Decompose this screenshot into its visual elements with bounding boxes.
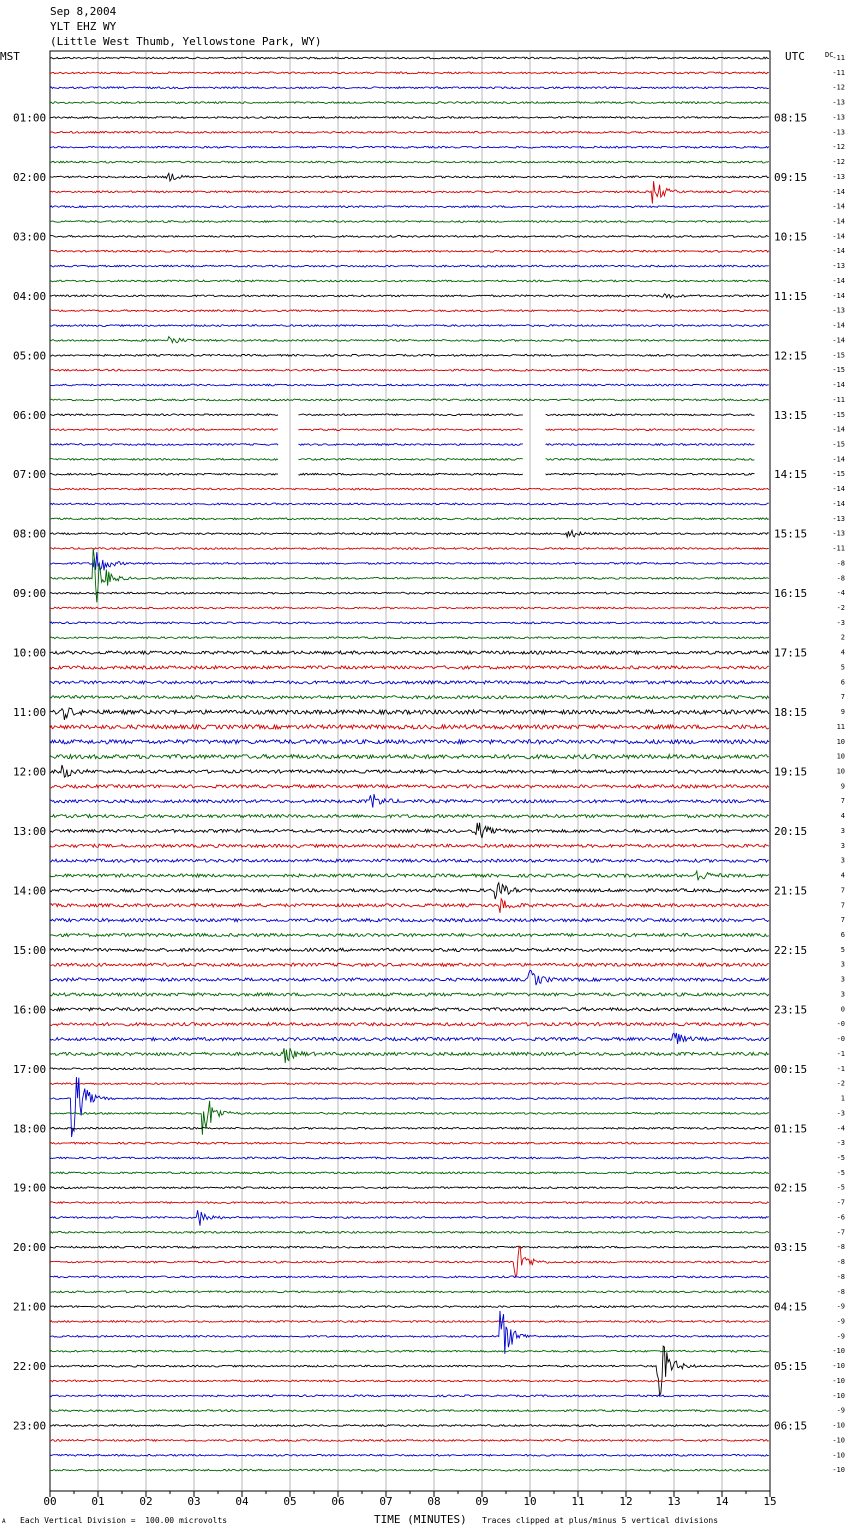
seismic-trace-line — [50, 181, 769, 203]
seismic-trace-line — [50, 963, 769, 966]
dc-offset-label: -10 — [832, 1451, 845, 1460]
date-label: Sep 8,2004 — [50, 5, 117, 18]
seismic-trace-line — [50, 72, 769, 74]
dc-offset-label: -15 — [832, 351, 845, 360]
dc-offset-label: -10 — [832, 1347, 845, 1356]
dc-offset-label: -15 — [832, 366, 845, 375]
dc-offset-label: -14 — [832, 187, 845, 196]
utc-hour-label: 19:15 — [774, 765, 808, 779]
dc-offset-label: 10 — [836, 767, 845, 776]
mst-hour-label: 17:00 — [13, 1062, 47, 1076]
seismic-trace-line — [50, 1425, 769, 1427]
seismic-trace-line — [50, 1291, 769, 1293]
x-tick-label: 00 — [43, 1495, 57, 1508]
dc-offset-label: -14 — [832, 247, 845, 256]
utc-hour-label: 20:15 — [774, 824, 808, 838]
x-axis-label: TIME (MINUTES) — [374, 1513, 467, 1526]
seismic-trace-line — [50, 1231, 769, 1233]
dc-offset-label: -9 — [836, 1332, 845, 1341]
mst-hour-label: 11:00 — [13, 706, 47, 720]
dc-offset-label: -5 — [836, 1168, 845, 1177]
seismic-trace-line — [50, 794, 769, 808]
seismic-trace-line — [50, 429, 754, 431]
dc-offset-label: -10 — [832, 1421, 845, 1430]
seismic-trace-line — [50, 1276, 769, 1278]
seismic-trace-line — [50, 815, 769, 818]
seismic-trace-line — [50, 1023, 769, 1026]
mst-hour-label: 22:00 — [13, 1360, 47, 1374]
utc-hour-label: 22:15 — [774, 943, 808, 957]
location-label: (Little West Thumb, Yellowstone Park, WY) — [50, 35, 322, 48]
seismic-trace-line — [50, 1202, 769, 1204]
dc-offset-label: -13 — [832, 172, 845, 181]
utc-hour-label: 09:15 — [774, 170, 808, 184]
dc-offset-label: -13 — [832, 514, 845, 523]
dc-offset-label: -7 — [836, 1228, 845, 1237]
seismic-trace-line — [50, 369, 769, 371]
dc-offset-label: -0 — [836, 1035, 845, 1044]
utc-hour-label: 04:15 — [774, 1300, 808, 1314]
dc-offset-label: -14 — [832, 485, 845, 494]
seismic-trace-line — [50, 236, 769, 238]
seismic-trace-line — [50, 607, 769, 609]
utc-hour-label: 14:15 — [774, 468, 808, 482]
seismic-trace-line — [50, 444, 754, 446]
dc-offset-label: -14 — [832, 202, 845, 211]
seismic-trace-line — [50, 871, 769, 880]
dc-offset-label: -13 — [832, 113, 845, 122]
dc-offset-label: -14 — [832, 321, 845, 330]
dc-offset-label: -8 — [836, 1243, 845, 1252]
seismic-trace-line — [50, 1008, 769, 1011]
seismic-trace-line — [50, 1172, 769, 1174]
seismic-trace-line — [50, 933, 769, 936]
mst-hour-label: 19:00 — [13, 1181, 47, 1195]
seismic-trace-line — [50, 622, 769, 624]
x-tick-label: 12 — [619, 1495, 633, 1508]
seismic-trace-line — [50, 1306, 769, 1308]
utc-hour-label: 12:15 — [774, 349, 808, 363]
dc-offset-label: 4 — [840, 648, 845, 657]
seismic-trace-line — [50, 310, 769, 312]
utc-hour-label: 05:15 — [774, 1360, 808, 1374]
dc-offset-label: 10 — [836, 752, 845, 761]
seismic-trace-line — [50, 102, 769, 104]
seismic-trace-line — [50, 473, 754, 475]
seismic-trace-line — [50, 1440, 769, 1442]
dc-offset-label: 1 — [840, 1094, 845, 1103]
dc-offset-label: -3 — [836, 618, 845, 627]
dc-offset-label: 7 — [840, 916, 845, 925]
dc-offset-label: 6 — [840, 931, 845, 940]
dc-offset-label: -12 — [832, 83, 845, 92]
seismic-trace-line — [50, 883, 769, 899]
seismic-trace-line — [50, 1395, 769, 1397]
x-tick-label: 11 — [571, 1495, 585, 1508]
mst-hour-label: 03:00 — [13, 230, 47, 244]
seismic-trace-line — [50, 637, 769, 639]
dc-offset-label: -8 — [836, 1258, 845, 1267]
x-tick-label: 04 — [235, 1495, 249, 1508]
mst-hour-label: 12:00 — [13, 765, 47, 779]
seismic-trace-line — [50, 1469, 769, 1471]
dc-offset-label: -2 — [836, 603, 845, 612]
utc-hour-label: 02:15 — [774, 1181, 808, 1195]
dc-offset-label: 7 — [840, 797, 845, 806]
seismic-trace-line — [50, 548, 769, 602]
dc-offset-label: -8 — [836, 559, 845, 568]
seismic-trace-line — [50, 1187, 769, 1189]
dc-offset-label: -13 — [832, 306, 845, 315]
seismic-trace-line — [50, 1380, 769, 1382]
clip-note: Traces clipped at plus/minus 5 vertical divisions — [482, 1516, 719, 1525]
dc-offset-label: -10 — [832, 1391, 845, 1400]
utc-hour-label: 23:15 — [774, 1003, 808, 1017]
seismic-trace-line — [50, 1246, 769, 1248]
dc-offset-label: 3 — [840, 856, 845, 865]
seismic-trace-line — [50, 414, 754, 416]
seismic-trace-line — [50, 1321, 769, 1323]
mst-hour-label: 13:00 — [13, 824, 47, 838]
seismic-trace-line — [50, 970, 769, 985]
seismic-trace-line — [50, 57, 769, 59]
utc-hour-label: 06:15 — [774, 1419, 808, 1433]
utc-hour-label: 17:15 — [774, 646, 808, 660]
dc-offset-label: -4 — [836, 1124, 845, 1133]
utc-hour-label: 10:15 — [774, 230, 808, 244]
dc-offset-label: -14 — [832, 232, 845, 241]
seismic-trace-line — [50, 250, 769, 252]
dc-offset-label: -9 — [836, 1302, 845, 1311]
seismic-trace-line — [50, 1410, 769, 1412]
station-label: YLT EHZ WY — [50, 20, 117, 33]
x-tick-label: 06 — [331, 1495, 345, 1508]
dc-offset-label: -10 — [832, 1362, 845, 1371]
seismic-trace-line — [50, 592, 769, 594]
x-tick-label: 05 — [283, 1495, 297, 1508]
dc-offset-label: -13 — [832, 529, 845, 538]
dc-offset-label: -15 — [832, 410, 845, 419]
dc-offset-label: 7 — [840, 886, 845, 895]
x-tick-label: 02 — [139, 1495, 153, 1508]
seismic-trace-line — [50, 993, 769, 996]
dc-offset-label: -10 — [832, 1436, 845, 1445]
seismic-trace-line — [50, 173, 769, 181]
mst-hour-label: 23:00 — [13, 1419, 47, 1433]
x-tick-label: 13 — [667, 1495, 681, 1508]
dc-offset-label: -12 — [832, 143, 845, 152]
seismic-trace-line — [50, 1142, 769, 1144]
x-tick-label: 10 — [523, 1495, 537, 1508]
seismic-trace-line — [50, 1101, 769, 1135]
dc-offset-label: -14 — [832, 425, 845, 434]
utc-hour-label: 16:15 — [774, 587, 808, 601]
seismic-trace-line — [50, 1048, 769, 1063]
mst-hour-label: 01:00 — [13, 111, 47, 125]
mst-hour-label: 20:00 — [13, 1241, 47, 1255]
mst-hour-label: 15:00 — [13, 943, 47, 957]
seismic-trace-line — [50, 399, 769, 401]
seismic-trace-line — [50, 87, 769, 89]
dc-offset-label: -3 — [836, 1139, 845, 1148]
dc-offset-label: -11 — [832, 68, 845, 77]
dc-offset-label: -6 — [836, 1213, 845, 1222]
seismic-trace-line — [50, 503, 769, 505]
seismic-trace-line — [50, 518, 769, 520]
dc-offset-label: -9 — [836, 1317, 845, 1326]
dc-offset-label: -11 — [832, 395, 845, 404]
dc-offset-label: -14 — [832, 381, 845, 390]
seismic-trace-line — [50, 1346, 769, 1395]
dc-offset-label: 3 — [840, 975, 845, 984]
mst-hour-label: 08:00 — [13, 527, 47, 541]
seismic-trace-line — [50, 765, 769, 777]
seismic-trace-line — [50, 117, 769, 119]
dc-offset-label: -5 — [836, 1153, 845, 1162]
mst-hour-label: 06:00 — [13, 408, 47, 422]
seismic-trace-line — [50, 354, 769, 356]
x-tick-label: 03 — [187, 1495, 201, 1508]
seismic-trace-line — [50, 325, 769, 327]
seismic-trace-line — [50, 1083, 769, 1085]
seismic-trace-line — [50, 899, 769, 913]
mst-hour-label: 07:00 — [13, 468, 47, 482]
dc-offset-label: -10 — [832, 1466, 845, 1475]
dc-offset-label: -9 — [836, 1406, 845, 1415]
seismic-trace-line — [50, 1246, 769, 1277]
dc-offset-label: -8 — [836, 1287, 845, 1296]
x-tick-label: 09 — [475, 1495, 489, 1508]
dc-offset-label: -2 — [836, 1079, 845, 1088]
dc-offset-label: 3 — [840, 826, 845, 835]
utc-hour-label: 18:15 — [774, 706, 808, 720]
seismic-trace-line — [50, 919, 769, 922]
seismic-trace-line — [50, 725, 769, 729]
mst-axis-label: MST — [0, 50, 20, 63]
seismic-trace-line — [50, 1210, 769, 1226]
dc-offset-label: -1 — [836, 1049, 845, 1058]
utc-hour-label: 08:15 — [774, 111, 808, 125]
dc-offset-label: 3 — [840, 960, 845, 969]
seismic-trace-line — [50, 859, 769, 862]
mst-hour-label: 18:00 — [13, 1122, 47, 1136]
mst-hour-label: 10:00 — [13, 646, 47, 660]
seismic-trace-line — [50, 146, 769, 148]
dc-offset-label: -15 — [832, 470, 845, 479]
corner-mark: A — [2, 1518, 6, 1525]
mst-hour-label: 21:00 — [13, 1300, 47, 1314]
dc-offset-label: -13 — [832, 262, 845, 271]
seismic-trace-line — [50, 548, 769, 550]
x-tick-label: 07 — [379, 1495, 393, 1508]
utc-hour-label: 00:15 — [774, 1062, 808, 1076]
dc-offset-label: -14 — [832, 217, 845, 226]
dc-offset-label: -14 — [832, 455, 845, 464]
seismic-trace-line — [50, 708, 769, 720]
utc-hour-label: 11:15 — [774, 289, 808, 303]
utc-hour-label: 13:15 — [774, 408, 808, 422]
x-tick-label: 08 — [427, 1495, 441, 1508]
dc-offset-label: -13 — [832, 128, 845, 137]
dc-offset-label: 9 — [840, 782, 845, 791]
dc-offset-label: 5 — [840, 663, 845, 672]
dc-offset-label: 10 — [836, 737, 845, 746]
seismic-trace-line — [50, 337, 769, 343]
utc-axis-label: UTC — [785, 50, 805, 63]
mst-hour-label: 02:00 — [13, 170, 47, 184]
seismic-trace-line — [50, 221, 769, 223]
dc-offset-label: 6 — [840, 678, 845, 687]
dc-offset-label: -15 — [832, 440, 845, 449]
seismic-trace-line — [50, 1127, 769, 1129]
seismic-trace-line — [50, 740, 769, 744]
dc-offset-label: -1 — [836, 1064, 845, 1073]
seismic-trace-line — [50, 488, 769, 490]
seismic-trace-line — [50, 651, 769, 654]
dc-offset-label: 7 — [840, 693, 845, 702]
seismic-trace-line — [50, 384, 769, 386]
utc-hour-label: 01:15 — [774, 1122, 808, 1136]
utc-hour-label: 21:15 — [774, 884, 808, 898]
dc-offset-label: -13 — [832, 98, 845, 107]
dc-offset-label: -14 — [832, 276, 845, 285]
seismic-trace-line — [50, 785, 769, 788]
dc-offset-label: -8 — [836, 1272, 845, 1281]
seismic-trace-line — [50, 1311, 769, 1354]
dc-offset-label: -3 — [836, 1109, 845, 1118]
dc-offset-label: -8 — [836, 574, 845, 583]
seismic-trace-line — [50, 131, 769, 133]
seismic-trace-line — [50, 1157, 769, 1159]
dc-offset-label: 5 — [840, 945, 845, 954]
dc-offset-label: -14 — [832, 336, 845, 345]
x-tick-label: 14 — [715, 1495, 729, 1508]
seismic-trace-line — [50, 294, 769, 298]
dc-offset-label: -10 — [832, 1376, 845, 1385]
seismic-trace-line — [50, 206, 769, 208]
scale-note: Each Vertical Division = 100.00 microvolts — [20, 1516, 228, 1525]
dc-offset-label: 4 — [840, 812, 845, 821]
seismic-trace-line — [50, 1033, 769, 1044]
dc-offset-label: -5 — [836, 1183, 845, 1192]
seismic-trace-line — [50, 823, 769, 838]
dc-offset-label: -0 — [836, 1020, 845, 1029]
dc-offset-label: -7 — [836, 1198, 845, 1207]
dc-offset-label: 7 — [840, 901, 845, 910]
seismic-trace-line — [50, 265, 769, 267]
seismic-trace-line — [50, 531, 769, 538]
seismic-trace-line — [50, 1454, 769, 1456]
dc-offset-label: 3 — [840, 841, 845, 850]
dc-offset-label: 9 — [840, 708, 845, 717]
dc-label: DC — [825, 51, 834, 59]
mst-hour-label: 04:00 — [13, 289, 47, 303]
x-tick-label: 15 — [763, 1495, 777, 1508]
dc-offset-label: 2 — [840, 633, 845, 642]
dc-offset-label: 4 — [840, 871, 845, 880]
dc-offset-label: -11 — [832, 54, 845, 62]
dc-offset-label: 11 — [836, 722, 845, 731]
seismic-trace-line — [50, 280, 769, 282]
mst-hour-label: 14:00 — [13, 884, 47, 898]
utc-hour-label: 15:15 — [774, 527, 808, 541]
seismic-trace-line — [50, 666, 769, 669]
seismic-trace-line — [50, 755, 769, 759]
utc-hour-label: 03:15 — [774, 1241, 808, 1255]
mst-hour-label: 05:00 — [13, 349, 47, 363]
seismic-trace-line — [50, 844, 769, 847]
seismic-trace-line — [50, 1350, 769, 1352]
x-tick-label: 01 — [91, 1495, 105, 1508]
seismic-trace-line — [50, 948, 769, 951]
seismic-trace-line — [50, 696, 769, 699]
dc-offset-label: 3 — [840, 990, 845, 999]
seismic-trace-line — [50, 161, 769, 163]
dc-offset-label: -14 — [832, 291, 845, 300]
seismic-trace-line — [50, 681, 769, 684]
dc-offset-label: -12 — [832, 158, 845, 167]
dc-offset-label: -4 — [836, 589, 845, 598]
mst-hour-label: 16:00 — [13, 1003, 47, 1017]
seismic-trace-line — [50, 552, 769, 570]
seismic-trace-line — [50, 458, 754, 460]
mst-hour-label: 09:00 — [13, 587, 47, 601]
seismic-trace-line — [50, 1068, 769, 1070]
dc-offset-label: -14 — [832, 499, 845, 508]
dc-offset-label: 0 — [840, 1005, 845, 1014]
dc-offset-label: -11 — [832, 544, 845, 553]
